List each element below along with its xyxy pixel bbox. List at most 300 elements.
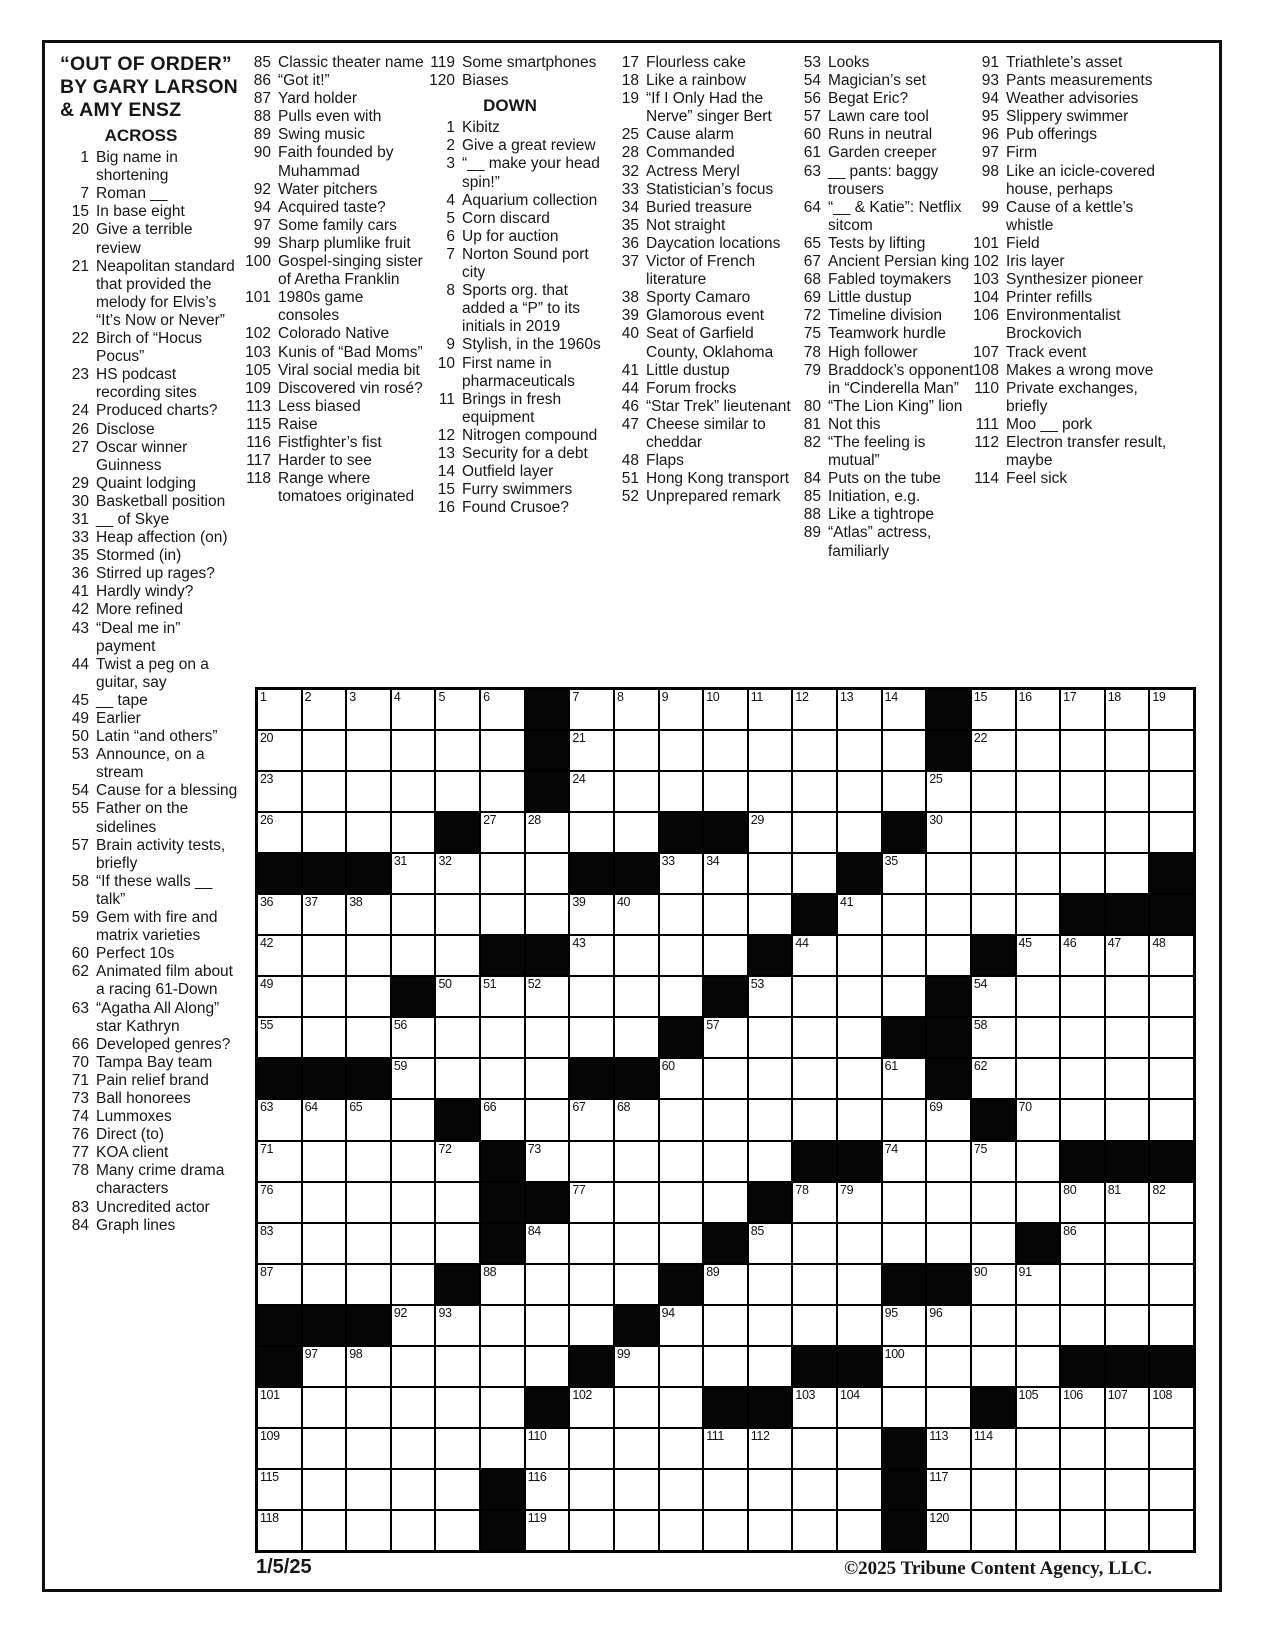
grid-cell-r10c5[interactable]: [435, 1058, 480, 1099]
grid-cell-r10c15[interactable]: [882, 1058, 927, 1099]
grid-cell-r14c15[interactable]: [882, 1223, 927, 1264]
grid-cell-r19c5[interactable]: [435, 1428, 480, 1469]
grid-cell-r7c10[interactable]: [659, 935, 704, 976]
grid-cell-r21c2[interactable]: [302, 1510, 347, 1551]
grid-cell-r5c6[interactable]: [480, 853, 525, 894]
grid-cell-r17c5[interactable]: [435, 1346, 480, 1387]
grid-cell-r12c18[interactable]: [1016, 1141, 1061, 1182]
grid-cell-r18c9[interactable]: [614, 1387, 659, 1428]
grid-cell-r12c2[interactable]: [302, 1141, 347, 1182]
grid-cell-r16c11[interactable]: [703, 1305, 748, 1346]
grid-cell-r1c9[interactable]: [614, 689, 659, 730]
grid-cell-r5c12[interactable]: [748, 853, 793, 894]
grid-cell-r9c1[interactable]: [257, 1017, 302, 1058]
grid-cell-r5c17[interactable]: [971, 853, 1016, 894]
grid-cell-r21c1[interactable]: [257, 1510, 302, 1551]
grid-cell-r15c6[interactable]: [480, 1264, 525, 1305]
grid-cell-r11c2[interactable]: [302, 1099, 347, 1140]
grid-cell-r8c2[interactable]: [302, 976, 347, 1017]
grid-cell-r12c8[interactable]: [569, 1141, 614, 1182]
grid-cell-r11c3[interactable]: [346, 1099, 391, 1140]
grid-cell-r8c9[interactable]: [614, 976, 659, 1017]
grid-cell-r19c18[interactable]: [1016, 1428, 1061, 1469]
grid-cell-r4c20[interactable]: [1105, 812, 1150, 853]
grid-cell-r19c9[interactable]: [614, 1428, 659, 1469]
grid-cell-r12c4[interactable]: [391, 1141, 436, 1182]
grid-cell-r21c19[interactable]: [1060, 1510, 1105, 1551]
grid-cell-r2c21[interactable]: [1149, 730, 1194, 771]
grid-cell-r20c13[interactable]: [792, 1469, 837, 1510]
grid-cell-r8c6[interactable]: [480, 976, 525, 1017]
grid-cell-r3c8[interactable]: [569, 771, 614, 812]
grid-cell-r1c3[interactable]: [346, 689, 391, 730]
grid-cell-r13c3[interactable]: [346, 1182, 391, 1223]
grid-cell-r13c20[interactable]: [1105, 1182, 1150, 1223]
grid-cell-r5c15[interactable]: [882, 853, 927, 894]
grid-cell-r20c9[interactable]: [614, 1469, 659, 1510]
grid-cell-r14c19[interactable]: [1060, 1223, 1105, 1264]
grid-cell-r13c11[interactable]: [703, 1182, 748, 1223]
grid-cell-r9c5[interactable]: [435, 1017, 480, 1058]
grid-cell-r17c17[interactable]: [971, 1346, 1016, 1387]
grid-cell-r1c1[interactable]: [257, 689, 302, 730]
grid-cell-r1c18[interactable]: [1016, 689, 1061, 730]
grid-cell-r16c6[interactable]: [480, 1305, 525, 1346]
grid-cell-r3c20[interactable]: [1105, 771, 1150, 812]
grid-cell-r8c17[interactable]: [971, 976, 1016, 1017]
grid-cell-r17c9[interactable]: [614, 1346, 659, 1387]
grid-cell-r11c21[interactable]: [1149, 1099, 1194, 1140]
grid-cell-r2c11[interactable]: [703, 730, 748, 771]
grid-cell-r13c4[interactable]: [391, 1182, 436, 1223]
grid-cell-r12c11[interactable]: [703, 1141, 748, 1182]
grid-cell-r1c6[interactable]: [480, 689, 525, 730]
grid-cell-r11c16[interactable]: [926, 1099, 971, 1140]
grid-cell-r16c20[interactable]: [1105, 1305, 1150, 1346]
grid-cell-r2c15[interactable]: [882, 730, 927, 771]
grid-cell-r16c13[interactable]: [792, 1305, 837, 1346]
grid-cell-r7c16[interactable]: [926, 935, 971, 976]
grid-cell-r14c2[interactable]: [302, 1223, 347, 1264]
grid-cell-r6c14[interactable]: [837, 894, 882, 935]
grid-cell-r10c4[interactable]: [391, 1058, 436, 1099]
grid-cell-r7c21[interactable]: [1149, 935, 1194, 976]
grid-cell-r7c3[interactable]: [346, 935, 391, 976]
grid-cell-r10c21[interactable]: [1149, 1058, 1194, 1099]
grid-cell-r10c6[interactable]: [480, 1058, 525, 1099]
grid-cell-r20c18[interactable]: [1016, 1469, 1061, 1510]
grid-cell-r20c2[interactable]: [302, 1469, 347, 1510]
grid-cell-r8c21[interactable]: [1149, 976, 1194, 1017]
grid-cell-r13c19[interactable]: [1060, 1182, 1105, 1223]
grid-cell-r9c19[interactable]: [1060, 1017, 1105, 1058]
grid-cell-r11c19[interactable]: [1060, 1099, 1105, 1140]
grid-cell-r4c16[interactable]: [926, 812, 971, 853]
grid-cell-r17c16[interactable]: [926, 1346, 971, 1387]
grid-cell-r2c18[interactable]: [1016, 730, 1061, 771]
grid-cell-r15c21[interactable]: [1149, 1264, 1194, 1305]
grid-cell-r21c7[interactable]: [525, 1510, 570, 1551]
grid-cell-r1c14[interactable]: [837, 689, 882, 730]
grid-cell-r6c18[interactable]: [1016, 894, 1061, 935]
grid-cell-r2c9[interactable]: [614, 730, 659, 771]
grid-cell-r8c13[interactable]: [792, 976, 837, 1017]
grid-cell-r4c8[interactable]: [569, 812, 614, 853]
grid-cell-r8c10[interactable]: [659, 976, 704, 1017]
grid-cell-r6c2[interactable]: [302, 894, 347, 935]
grid-cell-r11c7[interactable]: [525, 1099, 570, 1140]
grid-cell-r4c18[interactable]: [1016, 812, 1061, 853]
grid-cell-r8c8[interactable]: [569, 976, 614, 1017]
grid-cell-r14c16[interactable]: [926, 1223, 971, 1264]
grid-cell-r13c18[interactable]: [1016, 1182, 1061, 1223]
grid-cell-r17c10[interactable]: [659, 1346, 704, 1387]
grid-cell-r4c17[interactable]: [971, 812, 1016, 853]
grid-cell-r8c15[interactable]: [882, 976, 927, 1017]
grid-cell-r20c21[interactable]: [1149, 1469, 1194, 1510]
grid-cell-r21c20[interactable]: [1105, 1510, 1150, 1551]
grid-cell-r7c15[interactable]: [882, 935, 927, 976]
grid-cell-r18c3[interactable]: [346, 1387, 391, 1428]
grid-cell-r20c3[interactable]: [346, 1469, 391, 1510]
grid-cell-r16c17[interactable]: [971, 1305, 1016, 1346]
grid-cell-r19c10[interactable]: [659, 1428, 704, 1469]
grid-cell-r13c2[interactable]: [302, 1182, 347, 1223]
grid-cell-r17c3[interactable]: [346, 1346, 391, 1387]
grid-cell-r20c11[interactable]: [703, 1469, 748, 1510]
grid-cell-r9c11[interactable]: [703, 1017, 748, 1058]
grid-cell-r19c6[interactable]: [480, 1428, 525, 1469]
grid-cell-r4c6[interactable]: [480, 812, 525, 853]
grid-cell-r1c15[interactable]: [882, 689, 927, 730]
grid-cell-r20c19[interactable]: [1060, 1469, 1105, 1510]
grid-cell-r2c13[interactable]: [792, 730, 837, 771]
grid-cell-r8c18[interactable]: [1016, 976, 1061, 1017]
grid-cell-r12c10[interactable]: [659, 1141, 704, 1182]
grid-cell-r9c12[interactable]: [748, 1017, 793, 1058]
grid-cell-r4c4[interactable]: [391, 812, 436, 853]
grid-cell-r21c17[interactable]: [971, 1510, 1016, 1551]
grid-cell-r16c21[interactable]: [1149, 1305, 1194, 1346]
grid-cell-r4c2[interactable]: [302, 812, 347, 853]
grid-cell-r21c12[interactable]: [748, 1510, 793, 1551]
grid-cell-r14c10[interactable]: [659, 1223, 704, 1264]
grid-cell-r18c19[interactable]: [1060, 1387, 1105, 1428]
grid-cell-r4c19[interactable]: [1060, 812, 1105, 853]
grid-cell-r18c14[interactable]: [837, 1387, 882, 1428]
grid-cell-r14c1[interactable]: [257, 1223, 302, 1264]
grid-cell-r12c7[interactable]: [525, 1141, 570, 1182]
grid-cell-r18c4[interactable]: [391, 1387, 436, 1428]
grid-cell-r10c17[interactable]: [971, 1058, 1016, 1099]
grid-cell-r4c12[interactable]: [748, 812, 793, 853]
grid-cell-r17c15[interactable]: [882, 1346, 927, 1387]
grid-cell-r11c6[interactable]: [480, 1099, 525, 1140]
grid-cell-r15c20[interactable]: [1105, 1264, 1150, 1305]
grid-cell-r4c13[interactable]: [792, 812, 837, 853]
grid-cell-r10c12[interactable]: [748, 1058, 793, 1099]
grid-cell-r7c19[interactable]: [1060, 935, 1105, 976]
grid-cell-r16c18[interactable]: [1016, 1305, 1061, 1346]
grid-cell-r9c21[interactable]: [1149, 1017, 1194, 1058]
grid-cell-r5c11[interactable]: [703, 853, 748, 894]
grid-cell-r11c1[interactable]: [257, 1099, 302, 1140]
grid-cell-r20c14[interactable]: [837, 1469, 882, 1510]
grid-cell-r8c20[interactable]: [1105, 976, 1150, 1017]
grid-cell-r5c20[interactable]: [1105, 853, 1150, 894]
grid-cell-r18c6[interactable]: [480, 1387, 525, 1428]
grid-cell-r14c21[interactable]: [1149, 1223, 1194, 1264]
grid-cell-r18c2[interactable]: [302, 1387, 347, 1428]
grid-cell-r14c17[interactable]: [971, 1223, 1016, 1264]
grid-cell-r16c15[interactable]: [882, 1305, 927, 1346]
grid-cell-r9c14[interactable]: [837, 1017, 882, 1058]
grid-cell-r3c17[interactable]: [971, 771, 1016, 812]
grid-cell-r10c7[interactable]: [525, 1058, 570, 1099]
grid-cell-r19c7[interactable]: [525, 1428, 570, 1469]
grid-cell-r6c4[interactable]: [391, 894, 436, 935]
grid-cell-r1c11[interactable]: [703, 689, 748, 730]
grid-cell-r11c20[interactable]: [1105, 1099, 1150, 1140]
grid-cell-r20c7[interactable]: [525, 1469, 570, 1510]
grid-cell-r7c18[interactable]: [1016, 935, 1061, 976]
grid-cell-r17c12[interactable]: [748, 1346, 793, 1387]
grid-cell-r16c8[interactable]: [569, 1305, 614, 1346]
grid-cell-r18c20[interactable]: [1105, 1387, 1150, 1428]
grid-cell-r7c9[interactable]: [614, 935, 659, 976]
grid-cell-r9c9[interactable]: [614, 1017, 659, 1058]
grid-cell-r14c14[interactable]: [837, 1223, 882, 1264]
grid-cell-r14c9[interactable]: [614, 1223, 659, 1264]
grid-cell-r5c5[interactable]: [435, 853, 480, 894]
grid-cell-r13c10[interactable]: [659, 1182, 704, 1223]
grid-cell-r21c9[interactable]: [614, 1510, 659, 1551]
grid-cell-r6c16[interactable]: [926, 894, 971, 935]
grid-cell-r19c8[interactable]: [569, 1428, 614, 1469]
grid-cell-r11c4[interactable]: [391, 1099, 436, 1140]
grid-cell-r9c8[interactable]: [569, 1017, 614, 1058]
grid-cell-r19c19[interactable]: [1060, 1428, 1105, 1469]
grid-cell-r18c21[interactable]: [1149, 1387, 1194, 1428]
grid-cell-r11c13[interactable]: [792, 1099, 837, 1140]
grid-cell-r16c5[interactable]: [435, 1305, 480, 1346]
grid-cell-r6c7[interactable]: [525, 894, 570, 935]
grid-cell-r6c5[interactable]: [435, 894, 480, 935]
grid-cell-r3c1[interactable]: [257, 771, 302, 812]
grid-cell-r11c8[interactable]: [569, 1099, 614, 1140]
grid-cell-r4c9[interactable]: [614, 812, 659, 853]
grid-cell-r3c15[interactable]: [882, 771, 927, 812]
grid-cell-r19c3[interactable]: [346, 1428, 391, 1469]
grid-cell-r4c7[interactable]: [525, 812, 570, 853]
grid-cell-r19c12[interactable]: [748, 1428, 793, 1469]
grid-cell-r14c7[interactable]: [525, 1223, 570, 1264]
grid-cell-r18c8[interactable]: [569, 1387, 614, 1428]
grid-cell-r8c14[interactable]: [837, 976, 882, 1017]
grid-cell-r2c8[interactable]: [569, 730, 614, 771]
grid-cell-r14c5[interactable]: [435, 1223, 480, 1264]
grid-cell-r21c18[interactable]: [1016, 1510, 1061, 1551]
grid-cell-r7c14[interactable]: [837, 935, 882, 976]
grid-cell-r10c10[interactable]: [659, 1058, 704, 1099]
grid-cell-r1c19[interactable]: [1060, 689, 1105, 730]
grid-cell-r9c18[interactable]: [1016, 1017, 1061, 1058]
grid-cell-r15c19[interactable]: [1060, 1264, 1105, 1305]
grid-cell-r1c20[interactable]: [1105, 689, 1150, 730]
grid-cell-r21c14[interactable]: [837, 1510, 882, 1551]
grid-cell-r2c20[interactable]: [1105, 730, 1150, 771]
grid-cell-r8c1[interactable]: [257, 976, 302, 1017]
grid-cell-r5c18[interactable]: [1016, 853, 1061, 894]
grid-cell-r4c21[interactable]: [1149, 812, 1194, 853]
grid-cell-r4c14[interactable]: [837, 812, 882, 853]
grid-cell-r5c7[interactable]: [525, 853, 570, 894]
grid-cell-r12c17[interactable]: [971, 1141, 1016, 1182]
grid-cell-r1c21[interactable]: [1149, 689, 1194, 730]
grid-cell-r6c6[interactable]: [480, 894, 525, 935]
grid-cell-r7c4[interactable]: [391, 935, 436, 976]
grid-cell-r6c9[interactable]: [614, 894, 659, 935]
grid-cell-r15c3[interactable]: [346, 1264, 391, 1305]
grid-cell-r13c13[interactable]: [792, 1182, 837, 1223]
grid-cell-r10c14[interactable]: [837, 1058, 882, 1099]
grid-cell-r7c20[interactable]: [1105, 935, 1150, 976]
grid-cell-r15c1[interactable]: [257, 1264, 302, 1305]
grid-cell-r1c8[interactable]: [569, 689, 614, 730]
grid-cell-r9c6[interactable]: [480, 1017, 525, 1058]
grid-cell-r13c17[interactable]: [971, 1182, 1016, 1223]
grid-cell-r2c17[interactable]: [971, 730, 1016, 771]
grid-cell-r17c4[interactable]: [391, 1346, 436, 1387]
grid-cell-r2c2[interactable]: [302, 730, 347, 771]
grid-cell-r15c13[interactable]: [792, 1264, 837, 1305]
grid-cell-r6c11[interactable]: [703, 894, 748, 935]
grid-cell-r13c9[interactable]: [614, 1182, 659, 1223]
grid-cell-r3c3[interactable]: [346, 771, 391, 812]
grid-cell-r21c10[interactable]: [659, 1510, 704, 1551]
grid-cell-r18c13[interactable]: [792, 1387, 837, 1428]
grid-cell-r17c11[interactable]: [703, 1346, 748, 1387]
grid-cell-r7c5[interactable]: [435, 935, 480, 976]
grid-cell-r19c4[interactable]: [391, 1428, 436, 1469]
grid-cell-r20c1[interactable]: [257, 1469, 302, 1510]
grid-cell-r10c11[interactable]: [703, 1058, 748, 1099]
grid-cell-r17c6[interactable]: [480, 1346, 525, 1387]
grid-cell-r20c16[interactable]: [926, 1469, 971, 1510]
grid-cell-r15c7[interactable]: [525, 1264, 570, 1305]
grid-cell-r14c3[interactable]: [346, 1223, 391, 1264]
grid-cell-r11c14[interactable]: [837, 1099, 882, 1140]
grid-cell-r21c5[interactable]: [435, 1510, 480, 1551]
grid-cell-r4c1[interactable]: [257, 812, 302, 853]
grid-cell-r8c19[interactable]: [1060, 976, 1105, 1017]
grid-cell-r21c11[interactable]: [703, 1510, 748, 1551]
grid-cell-r3c14[interactable]: [837, 771, 882, 812]
grid-cell-r13c8[interactable]: [569, 1182, 614, 1223]
grid-cell-r2c3[interactable]: [346, 730, 391, 771]
grid-cell-r13c21[interactable]: [1149, 1182, 1194, 1223]
grid-cell-r19c20[interactable]: [1105, 1428, 1150, 1469]
grid-cell-r12c16[interactable]: [926, 1141, 971, 1182]
grid-cell-r10c19[interactable]: [1060, 1058, 1105, 1099]
grid-cell-r3c4[interactable]: [391, 771, 436, 812]
grid-cell-r15c14[interactable]: [837, 1264, 882, 1305]
grid-cell-r8c12[interactable]: [748, 976, 793, 1017]
grid-cell-r15c2[interactable]: [302, 1264, 347, 1305]
grid-cell-r17c18[interactable]: [1016, 1346, 1061, 1387]
grid-cell-r3c19[interactable]: [1060, 771, 1105, 812]
grid-cell-r9c7[interactable]: [525, 1017, 570, 1058]
grid-cell-r18c1[interactable]: [257, 1387, 302, 1428]
grid-cell-r1c2[interactable]: [302, 689, 347, 730]
grid-cell-r9c2[interactable]: [302, 1017, 347, 1058]
grid-cell-r9c3[interactable]: [346, 1017, 391, 1058]
grid-cell-r15c9[interactable]: [614, 1264, 659, 1305]
grid-cell-r6c17[interactable]: [971, 894, 1016, 935]
grid-cell-r14c8[interactable]: [569, 1223, 614, 1264]
grid-cell-r11c9[interactable]: [614, 1099, 659, 1140]
grid-cell-r13c5[interactable]: [435, 1182, 480, 1223]
grid-cell-r3c2[interactable]: [302, 771, 347, 812]
grid-cell-r6c12[interactable]: [748, 894, 793, 935]
grid-cell-r21c13[interactable]: [792, 1510, 837, 1551]
grid-cell-r6c8[interactable]: [569, 894, 614, 935]
grid-cell-r12c1[interactable]: [257, 1141, 302, 1182]
grid-cell-r11c10[interactable]: [659, 1099, 704, 1140]
grid-cell-r9c20[interactable]: [1105, 1017, 1150, 1058]
grid-cell-r2c1[interactable]: [257, 730, 302, 771]
grid-cell-r3c9[interactable]: [614, 771, 659, 812]
grid-cell-r15c11[interactable]: [703, 1264, 748, 1305]
grid-cell-r7c11[interactable]: [703, 935, 748, 976]
grid-cell-r7c2[interactable]: [302, 935, 347, 976]
grid-cell-r19c16[interactable]: [926, 1428, 971, 1469]
grid-cell-r13c1[interactable]: [257, 1182, 302, 1223]
grid-cell-r14c20[interactable]: [1105, 1223, 1150, 1264]
grid-cell-r11c12[interactable]: [748, 1099, 793, 1140]
grid-cell-r10c20[interactable]: [1105, 1058, 1150, 1099]
grid-cell-r13c14[interactable]: [837, 1182, 882, 1223]
grid-cell-r21c21[interactable]: [1149, 1510, 1194, 1551]
grid-cell-r9c17[interactable]: [971, 1017, 1016, 1058]
grid-cell-r12c3[interactable]: [346, 1141, 391, 1182]
grid-cell-r14c13[interactable]: [792, 1223, 837, 1264]
grid-cell-r3c18[interactable]: [1016, 771, 1061, 812]
grid-cell-r20c12[interactable]: [748, 1469, 793, 1510]
grid-cell-r3c16[interactable]: [926, 771, 971, 812]
grid-cell-r6c1[interactable]: [257, 894, 302, 935]
grid-cell-r2c19[interactable]: [1060, 730, 1105, 771]
grid-cell-r15c8[interactable]: [569, 1264, 614, 1305]
grid-cell-r3c13[interactable]: [792, 771, 837, 812]
grid-cell-r14c4[interactable]: [391, 1223, 436, 1264]
grid-cell-r15c17[interactable]: [971, 1264, 1016, 1305]
grid-cell-r16c12[interactable]: [748, 1305, 793, 1346]
grid-cell-r18c10[interactable]: [659, 1387, 704, 1428]
grid-cell-r19c21[interactable]: [1149, 1428, 1194, 1469]
grid-cell-r3c6[interactable]: [480, 771, 525, 812]
grid-cell-r15c12[interactable]: [748, 1264, 793, 1305]
grid-cell-r19c1[interactable]: [257, 1428, 302, 1469]
grid-cell-r6c10[interactable]: [659, 894, 704, 935]
grid-cell-r13c16[interactable]: [926, 1182, 971, 1223]
grid-cell-r2c4[interactable]: [391, 730, 436, 771]
grid-cell-r20c20[interactable]: [1105, 1469, 1150, 1510]
grid-cell-r14c12[interactable]: [748, 1223, 793, 1264]
grid-cell-r12c12[interactable]: [748, 1141, 793, 1182]
grid-cell-r12c9[interactable]: [614, 1141, 659, 1182]
grid-cell-r19c13[interactable]: [792, 1428, 837, 1469]
